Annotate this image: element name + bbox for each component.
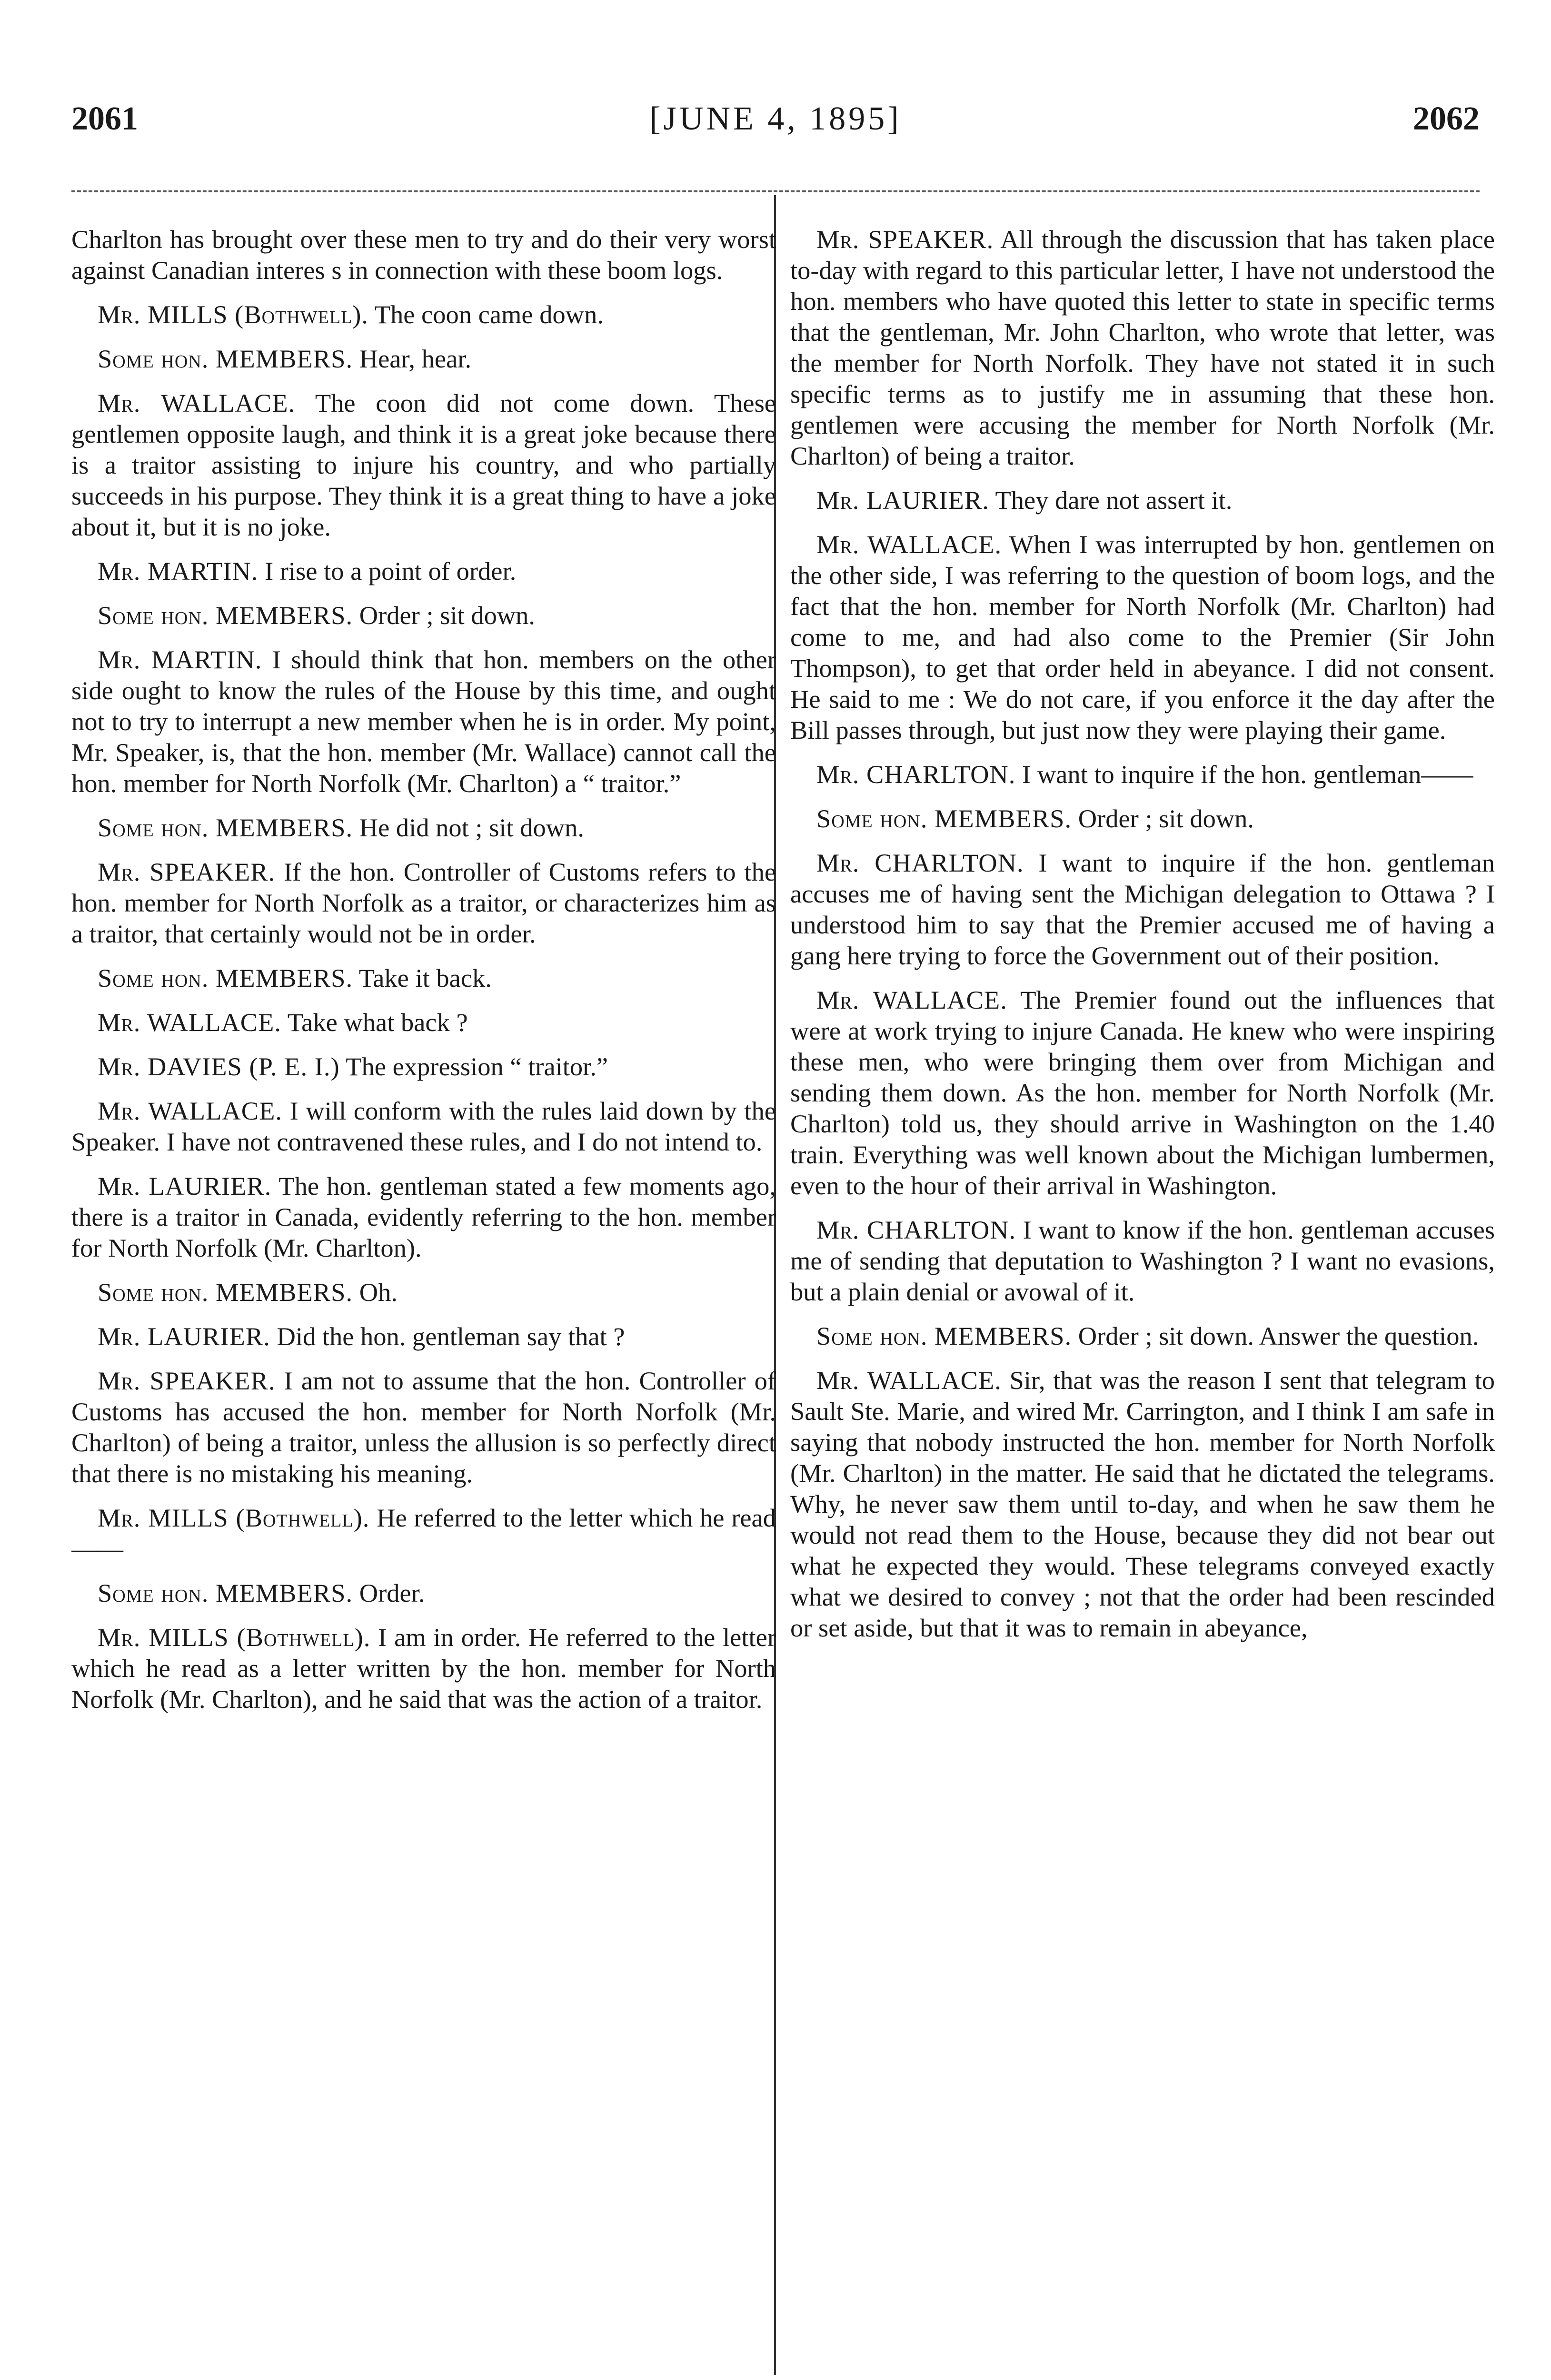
speaker-name: Mr. MILLS (Bothwell). <box>98 300 369 329</box>
speaker-name: Mr. WALLACE. <box>98 1008 282 1037</box>
speaker-name: Mr. LAURIER. <box>816 486 989 515</box>
speech-text: Did the hon. gentleman say that ? <box>277 1322 625 1351</box>
speech-paragraph <box>71 856 776 949</box>
speech-paragraph <box>71 1321 776 1352</box>
speech-text: If the hon. Controller of Customs refers to the hon. member for North Norfolk as a traitor, or characterizes him as a traitor, that certainly would not be in order. <box>71 857 776 948</box>
speaker-name: Mr. CHARLTON. <box>816 848 1024 877</box>
speech-text: I rise to a point of order. <box>265 556 517 585</box>
speaker-name: Some hon. MEMBERS. <box>98 601 353 630</box>
speech-text: Order ; sit down. <box>359 601 536 630</box>
page-header <box>71 71 1480 137</box>
speech-text: All through the discussion that has taken place to-day with regard to this particular letter, I have not understood the hon. members who have quoted this letter to state in specific terms that the gentleman, Mr. John Charlton, who wrote that letter, was the member for North Norfolk. They have not stated it in such specific terms as to justify me in assuming that these hon. gentlemen were accusing the member for North Norfolk (Mr. Charlton) of being a traitor. <box>790 225 1495 470</box>
speaker-name: Mr. WALLACE. <box>816 985 1007 1014</box>
speaker-name: Some hon. MEMBERS. <box>816 804 1072 833</box>
speech-text: He did not ; sit down. <box>359 813 585 842</box>
header-rule <box>71 190 1480 192</box>
speech-text: When I was interrupted by hon. gentlemen on the other side, I was referring to the question of boom logs, and the fact that the hon. member for North Norfolk (Mr. Charlton) had come to me, and had also come to the Premier (Sir John Thompson), to get that order held in abeyance. I did not consent. He said to me : We do not care, if you enforce it the day after the Bill passes through, but just now they were playing their game. <box>790 530 1495 744</box>
speech-text: I want to know if the hon. gentleman accuses me of sending that deputation to Washington ? I want no evasions, but a plain denial or avowal of it. <box>790 1215 1495 1306</box>
speech-paragraph <box>71 1577 776 1608</box>
speech-paragraph <box>71 343 776 374</box>
speech-paragraph <box>790 759 1495 790</box>
speaker-name: Mr. MILLS (Bothwell). <box>98 1623 371 1652</box>
page-number-left: 2061 <box>71 100 138 137</box>
speech-paragraph <box>71 387 776 542</box>
speech-paragraph <box>71 1095 776 1157</box>
speech-text: I am not to assume that the hon. Controller of Customs has accused the hon. member for North Norfolk (Mr. Charlton) of being a traitor, unless the allusion is so perfectly direct that there is no mistaking his meaning. <box>71 1366 776 1488</box>
speech-text: The coon came down. <box>374 300 604 329</box>
speech-paragraph <box>71 644 776 799</box>
speaker-name: Mr. SPEAKER. <box>98 1366 276 1395</box>
speech-text: I want to inquire if the hon. gentleman—— <box>1022 760 1473 789</box>
speaker-name: Mr. MARTIN. <box>98 556 258 585</box>
speaker-name: Mr. WALLACE. <box>816 530 1002 559</box>
speech-text: I should think that hon. members on the other side ought to know the rules of the House by this time, and ought not to try to interrupt a new member when he is in order. My point, Mr. Speaker, is, that the hon. member (Mr. Wallace) cannot call the hon. member for North Norfolk (Mr. Charlton) a “ traitor.” <box>71 645 776 798</box>
speech-text: I am in order. He referred to the letter which he read as a letter written by the hon. member for North Norfolk (Mr. Charlton), and he said that was the action of a traitor. <box>71 1623 776 1714</box>
page-number-right: 2062 <box>1413 100 1480 137</box>
speech-text: Order. <box>359 1578 425 1607</box>
left-column <box>71 224 776 2380</box>
speech-paragraph <box>790 1320 1495 1351</box>
speaker-name: Mr. SPEAKER. <box>98 857 276 886</box>
speaker-name: Mr. MARTIN. <box>98 645 262 674</box>
speech-paragraph <box>790 803 1495 834</box>
speech-paragraph <box>71 962 776 993</box>
speaker-name: Mr. MILLS (Bothwell). <box>98 1503 370 1532</box>
speech-paragraph <box>71 1277 776 1308</box>
speech-paragraph <box>71 1007 776 1038</box>
speech-paragraph <box>790 485 1495 516</box>
speaker-name: Some hon. MEMBERS. <box>98 813 353 842</box>
speaker-name: Mr. CHARLTON. <box>816 760 1016 789</box>
speech-text: The expression “ traitor.” <box>346 1052 608 1081</box>
speech-text: I want to inquire if the hon. gentleman accuses me of having sent the Michigan delegation to Ottawa ? I understood him to say that the Premier accused me of having a gang here trying to force the Government out of their position. <box>790 848 1495 970</box>
speech-text: Take it back. <box>358 963 492 992</box>
speaker-name: Some hon. MEMBERS. <box>98 963 353 992</box>
speech-text: Oh. <box>359 1278 398 1307</box>
speaker-name: Some hon. MEMBERS. <box>98 344 353 373</box>
page-date: [JUNE 4, 1895] <box>649 100 902 137</box>
speech-paragraph <box>71 600 776 631</box>
speech-paragraph <box>71 1365 776 1489</box>
speech-text: I will conform with the rules laid down by the Speaker. I have not contravened these rules, and I do not intend to. <box>71 1096 776 1156</box>
speech-paragraph <box>790 529 1495 745</box>
speaker-name: Some hon. MEMBERS. <box>816 1321 1072 1350</box>
speaker-name: Mr. WALLACE. <box>816 1366 1002 1395</box>
speech-text: Order ; sit down. Answer the question. <box>1078 1321 1479 1350</box>
speech-paragraph <box>71 555 776 586</box>
speaker-name: Mr. CHARLTON. <box>816 1215 1016 1244</box>
speaker-name: Mr. LAURIER. <box>98 1171 272 1200</box>
speech-text: Take what back ? <box>287 1008 468 1037</box>
speech-text: Hear, hear. <box>359 344 472 373</box>
speech-text: Charlton has brought over these men to try and do their very worst against Canadian interes s in connection with these boom logs. <box>71 225 776 285</box>
speech-paragraph <box>71 1051 776 1082</box>
speaker-name: Mr. SPEAKER. <box>816 225 994 254</box>
speech-text: Order ; sit down. <box>1078 804 1254 833</box>
speech-text: Sir, that was the reason I sent that telegram to Sault Ste. Marie, and wired Mr. Carrington, and I think I am safe in saying that nobody instructed the hon. member for North Norfolk (Mr. Charlton) in the matter. He said that he dictated the telegrams. Why, he never saw them until to-day, and when he saw them he would not read them to the House, because they did not bear out what he expected they would. These telegrams conveyed exactly what we desired to convey ; not that the order had been rescinded or set aside, but that it was to remain in abeyance, <box>790 1366 1495 1642</box>
speech-text: The Premier found out the influences that were at work trying to injure Canada. He knew who were inspiring these men, who were bringing them over from Michigan and sending them down. As the hon. member for North Norfolk (Mr. Charlton) told us, they should arrive in Washington on the 1.40 train. Everything was well known about the Michigan lumbermen, even to the hour of their arrival in Washington. <box>790 985 1495 1200</box>
speaker-name: Mr. WALLACE. <box>98 388 296 417</box>
speech-paragraph <box>790 224 1495 471</box>
speech-paragraph <box>71 1622 776 1715</box>
speaker-name: Mr. WALLACE. <box>98 1096 283 1125</box>
speech-paragraph <box>790 1214 1495 1307</box>
speech-text: The hon. gentleman stated a few moments ago, there is a traitor in Canada, evidently referring to the hon. member for North Norfolk (Mr. Charlton). <box>71 1171 776 1262</box>
speech-text: The coon did not come down. These gentlemen opposite laugh, and think it is a great joke because there is a traitor assisting to injure his country, and who partially succeeds in his purpose. They think it is a great thing to have a joke about it, but it is no joke. <box>71 388 776 541</box>
speaker-name: Mr. DAVIES (P. E. I.) <box>98 1052 340 1081</box>
speech-paragraph <box>71 224 776 286</box>
speech-paragraph <box>790 1365 1495 1643</box>
speech-paragraph <box>71 1502 776 1564</box>
speech-paragraph <box>71 812 776 843</box>
speech-text: He referred to the letter which he read—— <box>71 1503 776 1563</box>
speech-paragraph <box>71 1170 776 1263</box>
speaker-name: Mr. LAURIER. <box>98 1322 270 1351</box>
speech-paragraph <box>790 847 1495 971</box>
speech-paragraph <box>71 299 776 330</box>
right-column <box>790 224 1495 2380</box>
speaker-name: Some hon. MEMBERS. <box>98 1578 353 1607</box>
speech-paragraph <box>790 984 1495 1201</box>
speaker-name: Some hon. MEMBERS. <box>98 1278 353 1307</box>
speech-text: They dare not assert it. <box>995 486 1233 515</box>
